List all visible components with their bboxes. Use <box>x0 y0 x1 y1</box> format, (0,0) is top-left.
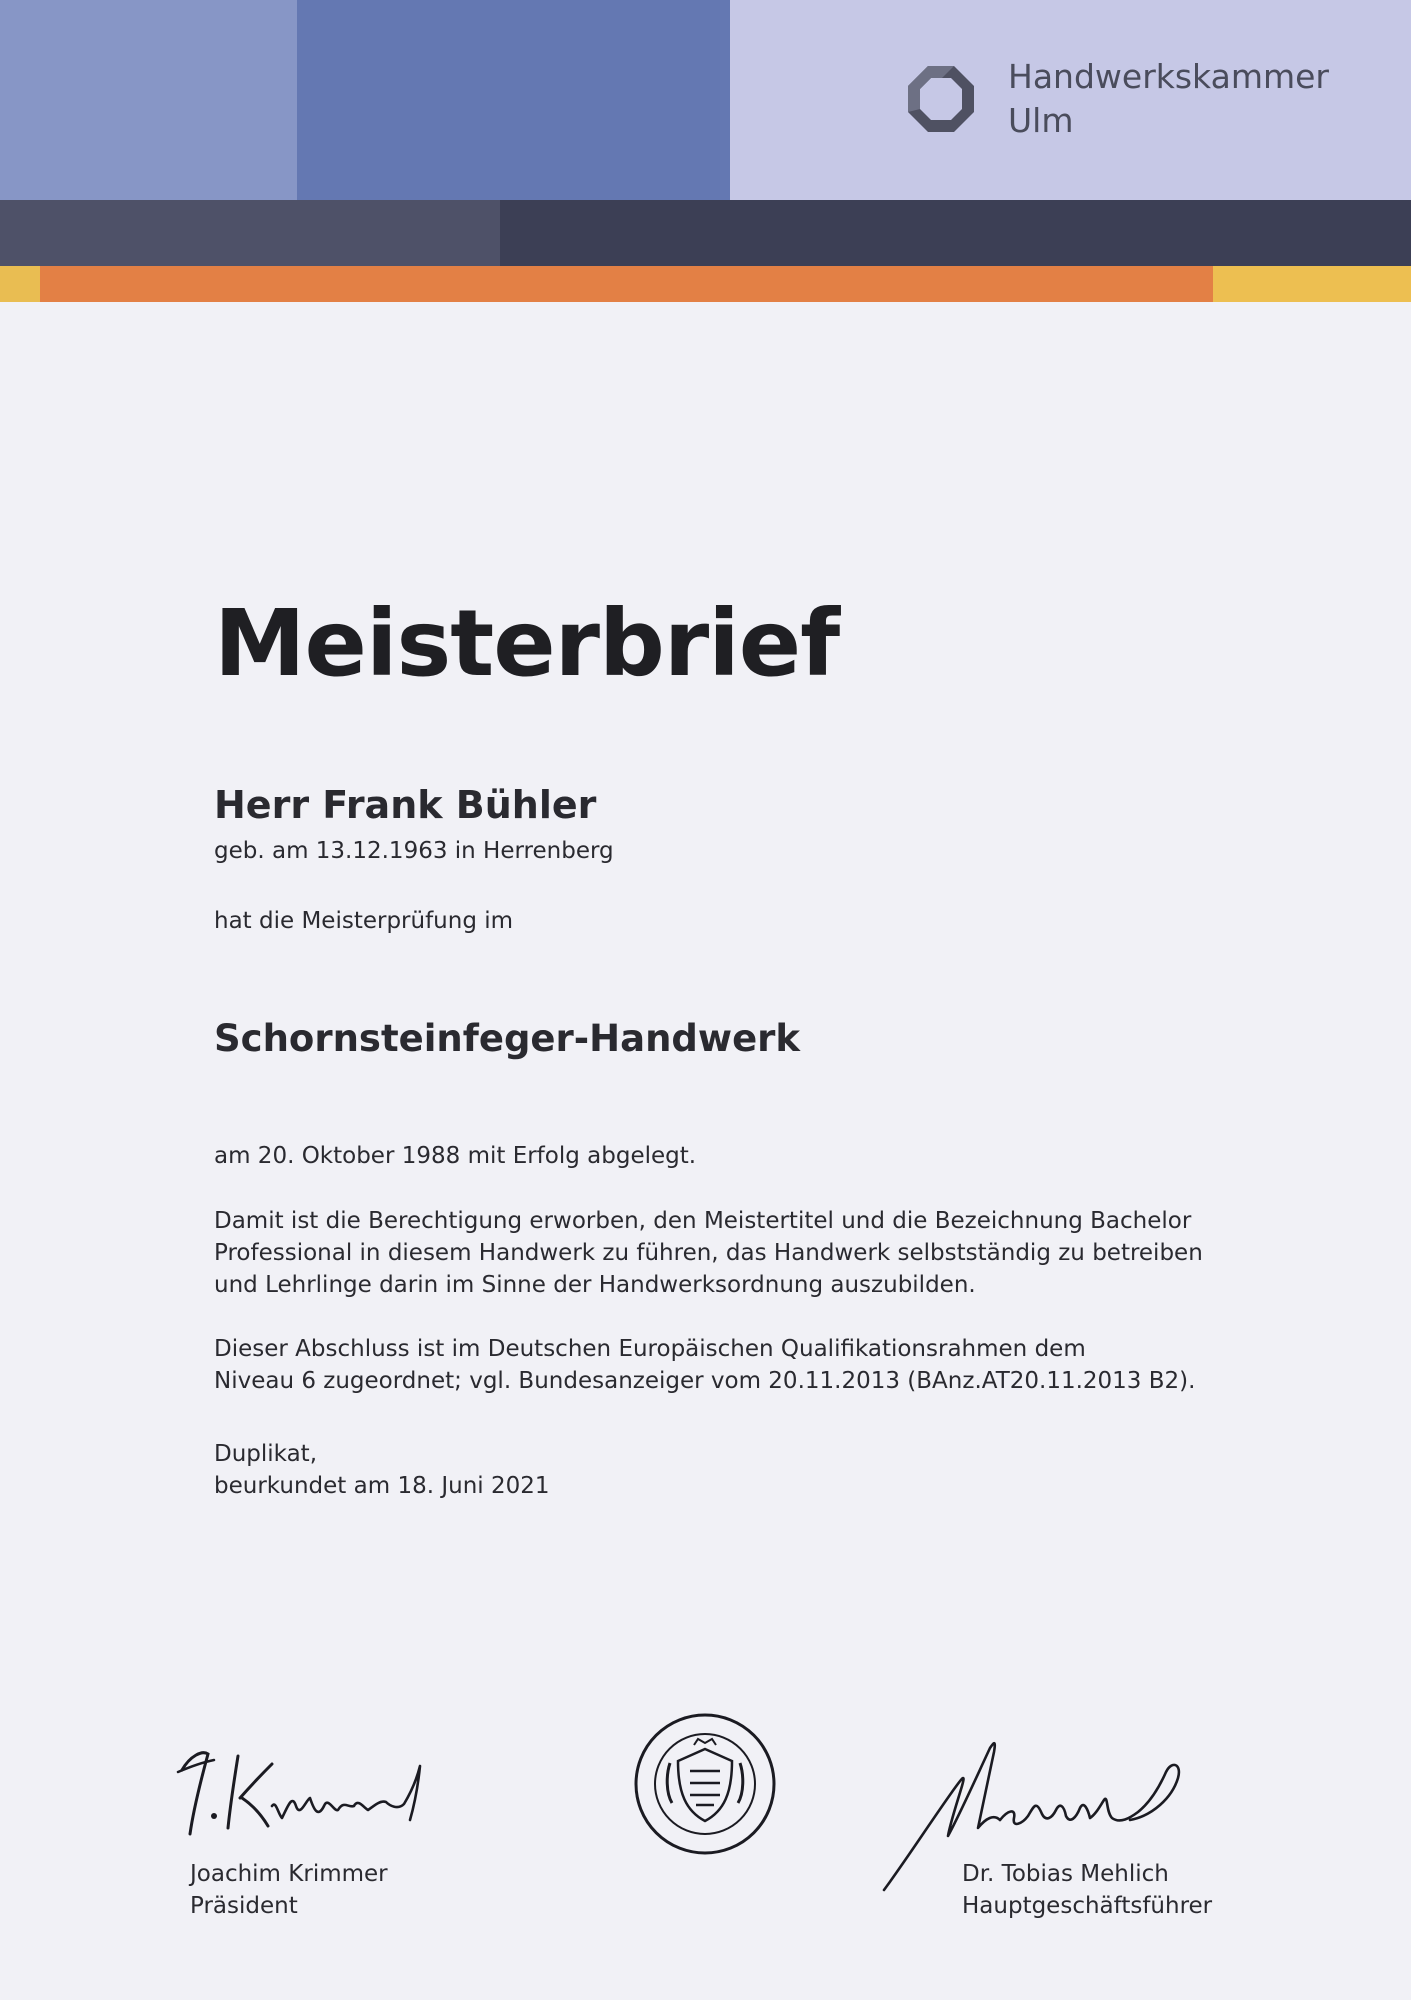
entitlement-paragraph <box>214 1205 1203 1301</box>
banner-block-mid-blue <box>297 0 730 200</box>
banner-dark-band-left <box>0 200 500 266</box>
organization-line-2: Ulm <box>1008 101 1074 140</box>
entitlement-line: und Lehrlinge darin im Sinne der Handwerksordnung auszubilden. <box>214 1272 976 1298</box>
hwk-octagon-logo-icon <box>906 64 976 134</box>
signer-name: Joachim Krimmer <box>190 1861 388 1887</box>
organization-name <box>1008 55 1329 143</box>
signer-managing-director <box>962 1858 1212 1922</box>
banner-block-light-blue <box>0 0 297 200</box>
exam-passed-date: am 20. Oktober 1988 mit Erfolg abgelegt. <box>214 1143 697 1169</box>
banner-stripe-orange <box>40 266 1213 302</box>
signer-president <box>190 1858 388 1922</box>
duplicate-paragraph <box>214 1438 550 1502</box>
birth-info: geb. am 13.12.1963 in Herrenberg <box>214 838 614 864</box>
duplicate-line: Duplikat, <box>214 1441 318 1467</box>
president-signature <box>168 1736 488 1846</box>
signer-name: Dr. Tobias Mehlich <box>962 1861 1169 1887</box>
qualification-line: Niveau 6 zugeordnet; vgl. Bundesanzeiger vom 20.11.2013 (BAnz.AT20.11.2013 B2). <box>214 1368 1196 1394</box>
banner-dark-band-right <box>500 200 1411 266</box>
trade-name: Schornsteinfeger-Handwerk <box>214 1017 801 1060</box>
document-title: Meisterbrief <box>214 590 840 697</box>
header-banner <box>0 0 1411 302</box>
entitlement-line: Professional in diesem Handwerk zu führen, das Handwerk selbstständig zu betreiben <box>214 1240 1203 1266</box>
chamber-seal <box>632 1711 778 1857</box>
organization-line-1: Handwerkskammer <box>1008 57 1329 96</box>
signer-role: Hauptgeschäftsführer <box>962 1893 1213 1919</box>
exam-intro: hat die Meisterprüfung im <box>214 908 514 934</box>
holder-name: Herr Frank Bühler <box>214 783 597 827</box>
signer-role: Präsident <box>190 1893 298 1919</box>
banner-stripe-yellow-right <box>1213 266 1411 302</box>
banner-stripe-yellow-left <box>0 266 40 302</box>
qualification-line: Dieser Abschluss ist im Deutschen Europäischen Qualifikationsrahmen dem <box>214 1336 1086 1362</box>
duplicate-line: beurkundet am 18. Juni 2021 <box>214 1473 550 1499</box>
entitlement-line: Damit ist die Berechtigung erworben, den Meistertitel und die Bezeichnung Bachelor <box>214 1208 1192 1234</box>
qualification-level-paragraph <box>214 1333 1195 1397</box>
